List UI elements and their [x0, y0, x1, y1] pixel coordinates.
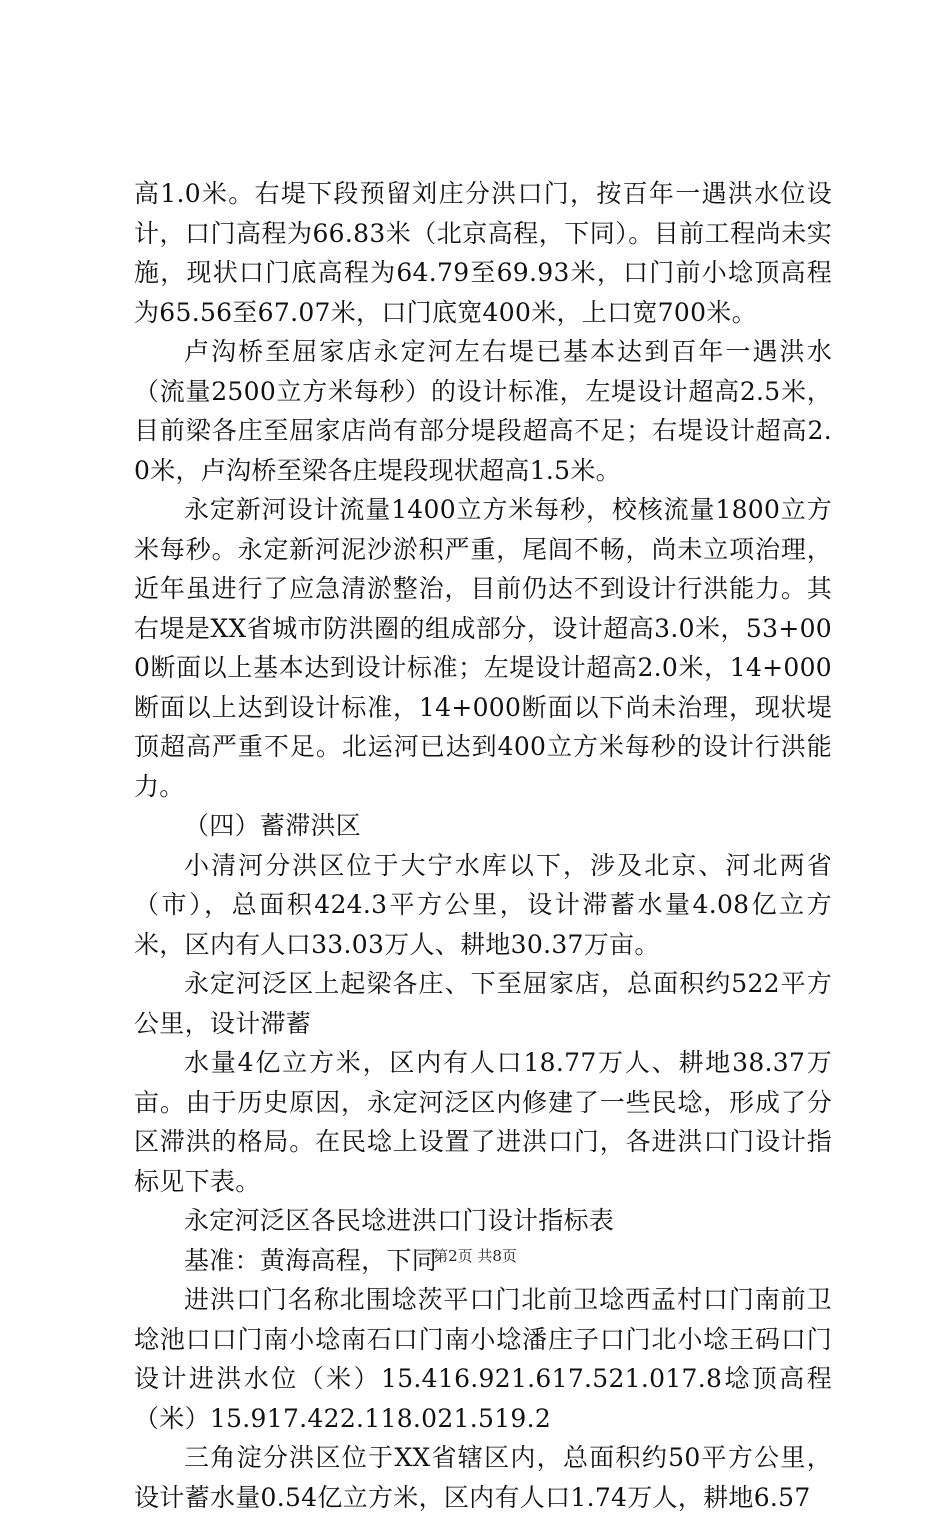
paragraph-7: 三角淀分洪区位于XX省辖区内，总面积约50平方公里，设计蓄水量0.54亿立方米，区内有人口1.74万人，耕地6.57 [134, 1443, 832, 1512]
paragraph-3: 永定新河设计流量1400立方米每秒，校核流量1800立方米每秒。永定新河泥沙淤积严重，尾闾不畅，尚未立项治理，近年虽进行了应急清淤整治，目前仍达不到设计行洪能力。其右堤是XX省城市防洪圈的组成部分，设计超高3.0米，53+000断面以上基本达到设计标准；左堤设计超高2.0米，14+000断面以上达到设计标准，14+000断面以下尚未治理，现状堤顶超高严重不足。北运河已达到400立方米每秒的设计行洪能力。 [134, 495, 832, 801]
paragraph-1: 高1.0米。右堤下段预留刘庄分洪口门，按百年一遇洪水位设计，口门高程为66.83米（北京高程，下同）。目前工程尚未实施，现状口门底高程为64.79至69.93米，口门前小埝顶高程为65.56至67.07米，口门底宽400米，上口宽700米。 [134, 179, 832, 327]
table-note: 基准：黄海高程，下同 [184, 1245, 438, 1275]
paragraph-4: 小清河分洪区位于大宁水库以下，涉及北京、河北两省（市），总面积424.3平方公里，设计滞蓄水量4.08亿立方米，区内有人口33.03万人、耕地30.37万亩。 [134, 850, 832, 959]
paragraph-2: 卢沟桥至屈家店永定河左右堤已基本达到百年一遇洪水（流量2500立方米每秒）的设计标准，左堤设计超高2.5米，目前梁各庄至屈家店尚有部分堤段超高不足；右堤设计超高2.0米，卢沟桥至梁各庄堤段现状超高1.5米。 [134, 337, 832, 485]
table-title: 永定河泛区各民埝进洪口门设计指标表 [184, 1206, 615, 1235]
table-content: 进洪口门名称北围埝茨平口门北前卫埝西孟村口门南前卫埝池口口门南小埝南石口门南小埝潘庄子口门北小埝王码口门设计进洪水位（米）15.416.921.617.521.017.8埝顶高程（米）15.917.422.118.021.519.2 [134, 1285, 832, 1433]
page-number: 第2页 共8页 [433, 1247, 517, 1265]
paragraph-6: 水量4亿立方米，区内有人口18.77万人、耕地38.37万亩。由于历史原因，永定河泛区内修建了一些民埝，形成了分区滞洪的格局。在民埝上设置了进洪口门，各进洪口门设计指标见下表。 [134, 1048, 832, 1196]
section-heading: （四）蓄滞洪区 [184, 811, 362, 840]
paragraph-5: 永定河泛区上起梁各庄、下至屈家店，总面积约522平方公里，设计滞蓄 [134, 969, 832, 1038]
body-text [134, 174, 832, 1517]
